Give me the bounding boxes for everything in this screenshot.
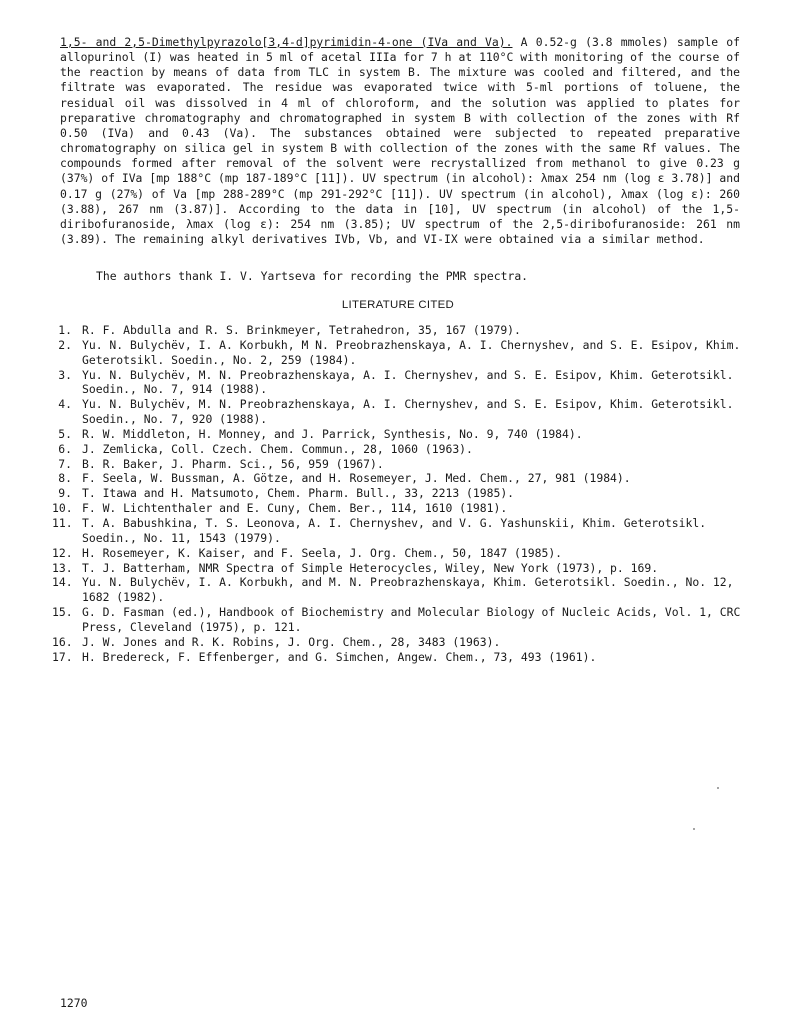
scan-speck — [717, 787, 719, 789]
reference-number: 9. — [58, 486, 72, 501]
reference-item — [52, 575, 742, 605]
paragraph-body: A 0.52-g (3.8 mmoles) sample of allopurinol (I) was heated in 5 ml of acetal IIIa for 7 h at 110°C with monitoring of the course of the reaction by means of data from TLC in system B. The mixture was cooled and filtered, and the filtrate was evaporated. The residue was evaporated twice with 5-ml portions of toluene, the residual oil was dissolved in 4 ml of chloroform, and the solution was applied to plates for preparative chromatography and chromatographed in system B with collection of the zones with Rf 0.50 (IVa) and 0.43 (Va). The substances obtained were subjected to repeated preparative chromatography on silica gel in system B with collection of the zones with the same Rf values. The compounds formed after removal of the solvent were recrystallized from methanol to give 0.23 g (37%) of IVa [mp 188°C (mp 187-189°C [11]). UV spectrum (in alcohol): λmax 254 nm (log ε 3.78)] and 0.17 g (27%) of Va [mp 288-289°C (mp 291-292°C [11]). UV spectrum (in alcohol), λmax (log ε): 260 (3.88), 267 nm (3.87)]. According to the data in [10], UV spectrum (in alcohol) of the 1,5-diribofuranoside, λmax (log ε): 254 nm (3.85); UV spectrum of the 2,5-diribofuranoside: 261 nm (3.89). The remaining alkyl derivatives IVb, Vb, and VI-IX were obtained via a similar method. — [60, 35, 740, 247]
reference-item — [52, 516, 742, 546]
reference-number: 10. — [52, 501, 73, 516]
reference-item — [52, 427, 742, 442]
reference-number: 13. — [52, 560, 73, 575]
reference-number: 11. — [52, 515, 73, 530]
reference-number: 5. — [58, 426, 72, 441]
reference-text: H. Rosemeyer, K. Kaiser, and F. Seela, J. Org. Chem., 50, 1847 (1985). — [82, 545, 563, 560]
reference-number: 1. — [58, 323, 72, 337]
reference-text: Yu. N. Bulychëv, M. N. Preobrazhenskaya, A. I. Chernyshev, and S. E. Esipov, Khim. Geterotsikl. Soedin., No. 7, 914 (1988). — [82, 367, 734, 397]
reference-item — [52, 397, 742, 427]
reference-text: Yu. N. Bulychëv, I. A. Korbukh, and M. N. Preobrazhenskaya, Khim. Geterotsikl. Soedin., No. 12, 1682 (1982). — [82, 575, 734, 605]
reference-number: 15. — [52, 605, 73, 620]
reference-number: 14. — [52, 575, 73, 590]
reference-item — [52, 471, 742, 486]
acknowledgment: The authors thank I. V. Yartseva for recording the PMR spectra. — [96, 269, 529, 283]
reference-item — [52, 338, 742, 368]
reference-text: R. W. Middleton, H. Monney, and J. Parrick, Synthesis, No. 9, 740 (1984). — [82, 426, 583, 441]
reference-list — [52, 323, 742, 664]
page-number: 1270 — [60, 996, 88, 1010]
reference-number: 4. — [58, 397, 72, 412]
literature-cited-heading: LITERATURE CITED — [341, 299, 455, 311]
reference-text: H. Bredereck, F. Effenberger, and G. Simchen, Angew. Chem., 73, 493 (1961). — [82, 649, 597, 664]
reference-item — [52, 501, 742, 516]
reference-number: 2. — [58, 337, 72, 352]
reference-number: 7. — [58, 456, 72, 471]
reference-item — [52, 486, 742, 501]
reference-number: 17. — [52, 649, 73, 664]
reference-item — [52, 457, 742, 472]
reference-item — [52, 605, 742, 635]
reference-text: T. Itawa and H. Matsumoto, Chem. Pharm. Bull., 33, 2213 (1985). — [82, 486, 515, 501]
reference-text: G. D. Fasman (ed.), Handbook of Biochemistry and Molecular Biology of Nucleic Acids, Vol. 1, CRC Press, Cleveland (1975), p. 121. — [82, 605, 741, 634]
reference-text: J. W. Jones and R. K. Robins, J. Org. Chem., 28, 3483 (1963). — [82, 634, 501, 649]
scan-speck — [693, 828, 695, 830]
reference-text: F. W. Lichtenthaler and E. Cuny, Chem. Ber., 114, 1610 (1981). — [82, 501, 508, 516]
reference-text: Yu. N. Bulychëv, M. N. Preobrazhenskaya, A. I. Chernyshev, and S. E. Esipov, Khim. Geterotsikl. Soedin., No. 7, 920 (1988). — [82, 397, 734, 427]
reference-number: 12. — [52, 545, 73, 560]
reference-text: R. F. Abdulla and R. S. Brinkmeyer, Tetrahedron, 35, 167 (1979). — [82, 323, 521, 337]
reference-text: J. Zemlicka, Coll. Czech. Chem. Commun., 28, 1060 (1963). — [82, 441, 473, 456]
reference-text: T. A. Babushkina, T. S. Leonova, A. I. Chernyshev, and V. G. Yashunskii, Khim. Geterotsikl. Soedin., No. 11, 1543 (1979). — [82, 515, 707, 545]
paragraph-heading: 1,5- and 2,5-Dimethylpyrazolo[3,4-d]pyrimidin-4-one (IVa and Va). — [60, 35, 513, 49]
reference-item — [52, 442, 742, 457]
reference-item — [52, 650, 742, 665]
reference-text: T. J. Batterham, NMR Spectra of Simple Heterocycles, Wiley, New York (1973), p. 169. — [82, 560, 659, 575]
reference-item — [52, 635, 742, 650]
reference-number: 6. — [58, 441, 72, 456]
reference-text: Yu. N. Bulychëv, I. A. Korbukh, M N. Preobrazhenskaya, A. I. Chernyshev, and S. E. Esipov, Khim. Geterotsikl. Soedin., No. 2, 259 (1984). — [82, 337, 741, 367]
reference-item — [52, 323, 742, 338]
reference-item — [52, 561, 742, 576]
experimental-paragraph — [60, 35, 740, 247]
reference-text: B. R. Baker, J. Pharm. Sci., 56, 959 (1967). — [82, 456, 384, 471]
reference-number: 8. — [58, 471, 72, 486]
reference-text: F. Seela, W. Bussman, A. Götze, and H. Rosemeyer, J. Med. Chem., 27, 981 (1984). — [82, 471, 631, 486]
reference-number: 16. — [52, 634, 73, 649]
reference-item — [52, 368, 742, 398]
reference-item — [52, 546, 742, 561]
reference-number: 3. — [58, 367, 72, 382]
